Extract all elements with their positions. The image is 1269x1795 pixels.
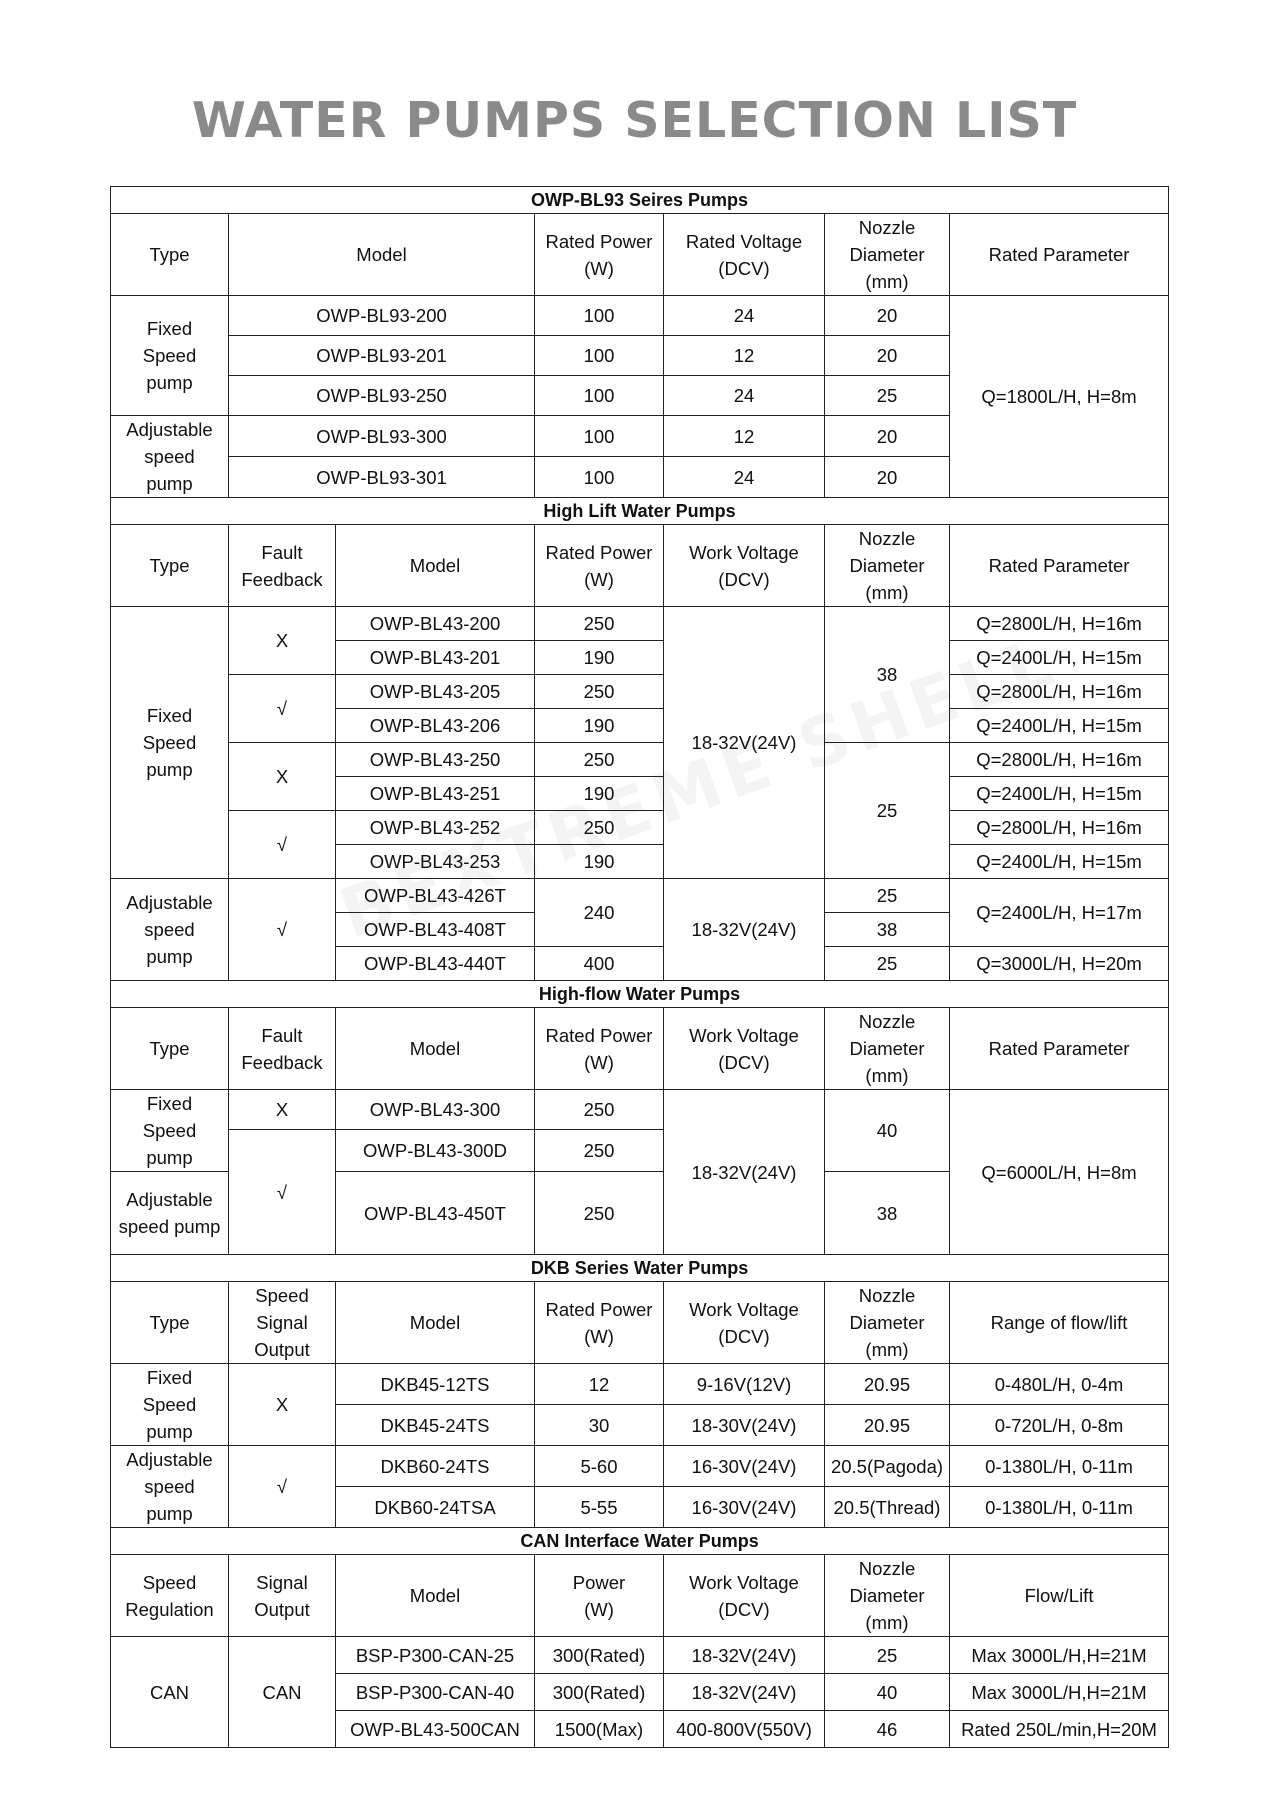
- header-rated-power: Rated Power (W): [535, 214, 664, 296]
- parameter-cell: Q=2400L/H, H=17m: [950, 879, 1169, 947]
- type-cell: Adjustable speed pump: [111, 879, 229, 981]
- header-speed-signal-output: Speed Signal Output: [229, 1282, 336, 1364]
- table-row: [111, 1637, 1169, 1674]
- power-cell: 300(Rated): [535, 1674, 664, 1711]
- header-nozzle-diameter: Nozzle Diameter (mm): [825, 1008, 950, 1090]
- header-nozzle-diameter: Nozzle Diameter (mm): [825, 525, 950, 607]
- type-cell: Fixed Speed pump: [111, 1090, 229, 1172]
- power-cell: 100: [535, 336, 664, 376]
- model-cell: OWP-BL93-200: [229, 296, 535, 336]
- power-cell: 190: [535, 641, 664, 675]
- table-row: [111, 1364, 1169, 1405]
- parameter-cell: Q=1800L/H, H=8m: [950, 296, 1169, 498]
- parameter-cell: Q=2800L/H, H=16m: [950, 675, 1169, 709]
- model-cell: OWP-BL43-408T: [336, 913, 535, 947]
- header-rated-power: Rated Power (W): [535, 1282, 664, 1364]
- model-cell: BSP-P300-CAN-40: [336, 1674, 535, 1711]
- nozzle-cell: 20: [825, 336, 950, 376]
- header-power: Power (W): [535, 1555, 664, 1637]
- parameter-cell: 0-720L/H, 0-8m: [950, 1405, 1169, 1446]
- power-cell: 5-55: [535, 1487, 664, 1528]
- page-title: WATER PUMPS SELECTION LIST: [191, 92, 1078, 149]
- header-type: Type: [111, 1282, 229, 1364]
- model-cell: OWP-BL93-300: [229, 416, 535, 457]
- fault-cell: X: [229, 607, 336, 675]
- model-cell: OWP-BL43-201: [336, 641, 535, 675]
- table-row: [111, 296, 1169, 336]
- model-cell: OWP-BL43-426T: [336, 879, 535, 913]
- type-cell: Fixed Speed pump: [111, 296, 229, 416]
- voltage-cell: 24: [664, 457, 825, 498]
- model-cell: OWP-BL43-250: [336, 743, 535, 777]
- model-cell: DKB60-24TS: [336, 1446, 535, 1487]
- model-cell: BSP-P300-CAN-25: [336, 1637, 535, 1674]
- header-rated-parameter: Rated Parameter: [950, 1008, 1169, 1090]
- table-row: [111, 879, 1169, 913]
- signal-cell: X: [229, 1364, 336, 1446]
- nozzle-cell: 20: [825, 296, 950, 336]
- model-cell: DKB45-12TS: [336, 1364, 535, 1405]
- nozzle-cell: 25: [825, 1637, 950, 1674]
- parameter-cell: Max 3000L/H,H=21M: [950, 1674, 1169, 1711]
- header-rated-voltage: Rated Voltage (DCV): [664, 214, 825, 296]
- header-rated-power: Rated Power (W): [535, 525, 664, 607]
- model-cell: OWP-BL43-200: [336, 607, 535, 641]
- fault-cell: √: [229, 811, 336, 879]
- table-row: [111, 743, 1169, 777]
- type-cell: Adjustable speed pump: [111, 1172, 229, 1255]
- section-title-high-lift: High Lift Water Pumps: [111, 498, 1169, 525]
- header-model: Model: [336, 1282, 535, 1364]
- power-cell: 190: [535, 709, 664, 743]
- parameter-cell: 0-1380L/H, 0-11m: [950, 1487, 1169, 1528]
- voltage-cell: 16-30V(24V): [664, 1446, 825, 1487]
- parameter-cell: Q=2400L/H, H=15m: [950, 777, 1169, 811]
- header-model: Model: [336, 1008, 535, 1090]
- header-rated-parameter: Rated Parameter: [950, 214, 1169, 296]
- table-row: [111, 607, 1169, 641]
- model-cell: OWP-BL43-205: [336, 675, 535, 709]
- header-fault-feedback: Fault Feedback: [229, 1008, 336, 1090]
- voltage-cell: 12: [664, 336, 825, 376]
- model-cell: OWP-BL93-201: [229, 336, 535, 376]
- model-cell: OWP-BL43-500CAN: [336, 1711, 535, 1748]
- parameter-cell: Q=3000L/H, H=20m: [950, 947, 1169, 981]
- voltage-cell: 18-30V(24V): [664, 1405, 825, 1446]
- power-cell: 250: [535, 1172, 664, 1255]
- voltage-cell: 400-800V(550V): [664, 1711, 825, 1748]
- power-cell: 250: [535, 811, 664, 845]
- nozzle-cell: 38: [825, 607, 950, 743]
- power-cell: 190: [535, 845, 664, 879]
- header-rated-parameter: Rated Parameter: [950, 525, 1169, 607]
- model-cell: OWP-BL93-250: [229, 376, 535, 416]
- voltage-cell: 18-32V(24V): [664, 1090, 825, 1255]
- fault-cell: X: [229, 743, 336, 811]
- nozzle-cell: 20.95: [825, 1364, 950, 1405]
- voltage-cell: 18-32V(24V): [664, 1674, 825, 1711]
- nozzle-cell: 20.95: [825, 1405, 950, 1446]
- voltage-cell: 16-30V(24V): [664, 1487, 825, 1528]
- signal-cell: √: [229, 1446, 336, 1528]
- parameter-cell: 0-1380L/H, 0-11m: [950, 1446, 1169, 1487]
- parameter-cell: Rated 250L/min,H=20M: [950, 1711, 1169, 1748]
- section-title-high-flow: High-flow Water Pumps: [111, 981, 1169, 1008]
- header-work-voltage: Work Voltage (DCV): [664, 525, 825, 607]
- model-cell: DKB60-24TSA: [336, 1487, 535, 1528]
- power-cell: 250: [535, 675, 664, 709]
- model-cell: OWP-BL43-206: [336, 709, 535, 743]
- model-cell: OWP-BL43-300D: [336, 1130, 535, 1172]
- parameter-cell: Q=2400L/H, H=15m: [950, 845, 1169, 879]
- power-cell: 5-60: [535, 1446, 664, 1487]
- power-cell: 400: [535, 947, 664, 981]
- header-rated-power: Rated Power (W): [535, 1008, 664, 1090]
- model-cell: OWP-BL43-251: [336, 777, 535, 811]
- model-cell: OWP-BL43-300: [336, 1090, 535, 1130]
- nozzle-cell: 38: [825, 913, 950, 947]
- header-work-voltage: Work Voltage (DCV): [664, 1008, 825, 1090]
- header-flow-lift: Flow/Lift: [950, 1555, 1169, 1637]
- voltage-cell: 18-32V(24V): [664, 1637, 825, 1674]
- type-cell: Fixed Speed pump: [111, 607, 229, 879]
- power-cell: 250: [535, 607, 664, 641]
- header-work-voltage: Work Voltage (DCV): [664, 1555, 825, 1637]
- voltage-cell: 18-32V(24V): [664, 879, 825, 981]
- parameter-cell: Q=2800L/H, H=16m: [950, 743, 1169, 777]
- power-cell: 100: [535, 457, 664, 498]
- header-nozzle-diameter: Nozzle Diameter (mm): [825, 1282, 950, 1364]
- section-title-can: CAN Interface Water Pumps: [111, 1528, 1169, 1555]
- section-title-bl93: OWP-BL93 Seires Pumps: [111, 187, 1169, 214]
- header-speed-regulation: Speed Regulation: [111, 1555, 229, 1637]
- power-cell: 240: [535, 879, 664, 947]
- power-cell: 100: [535, 376, 664, 416]
- nozzle-cell: 25: [825, 947, 950, 981]
- power-cell: 250: [535, 1090, 664, 1130]
- nozzle-cell: 46: [825, 1711, 950, 1748]
- nozzle-cell: 20: [825, 416, 950, 457]
- nozzle-cell: 25: [825, 743, 950, 879]
- parameter-cell: Q=6000L/H, H=8m: [950, 1090, 1169, 1255]
- header-range-flow-lift: Range of flow/lift: [950, 1282, 1169, 1364]
- power-cell: 190: [535, 777, 664, 811]
- header-work-voltage: Work Voltage (DCV): [664, 1282, 825, 1364]
- nozzle-cell: 25: [825, 376, 950, 416]
- voltage-cell: 24: [664, 376, 825, 416]
- header-nozzle-diameter: Nozzle Diameter (mm): [825, 1555, 950, 1637]
- voltage-cell: 18-32V(24V): [664, 607, 825, 879]
- section-title-dkb: DKB Series Water Pumps: [111, 1255, 1169, 1282]
- type-cell: Adjustable speed pump: [111, 416, 229, 498]
- fault-cell: √: [229, 675, 336, 743]
- header-type: Type: [111, 1008, 229, 1090]
- parameter-cell: Max 3000L/H,H=21M: [950, 1637, 1169, 1674]
- model-cell: DKB45-24TS: [336, 1405, 535, 1446]
- power-cell: 12: [535, 1364, 664, 1405]
- nozzle-cell: 20.5(Pagoda): [825, 1446, 950, 1487]
- power-cell: 30: [535, 1405, 664, 1446]
- nozzle-cell: 40: [825, 1090, 950, 1172]
- nozzle-cell: 20: [825, 457, 950, 498]
- pump-selection-table: [110, 186, 1169, 1748]
- power-cell: 1500(Max): [535, 1711, 664, 1748]
- signal-cell: CAN: [229, 1637, 336, 1748]
- model-cell: OWP-BL43-252: [336, 811, 535, 845]
- parameter-cell: 0-480L/H, 0-4m: [950, 1364, 1169, 1405]
- voltage-cell: 12: [664, 416, 825, 457]
- model-cell: OWP-BL43-440T: [336, 947, 535, 981]
- parameter-cell: Q=2800L/H, H=16m: [950, 607, 1169, 641]
- regulation-cell: CAN: [111, 1637, 229, 1748]
- power-cell: 250: [535, 1130, 664, 1172]
- voltage-cell: 9-16V(12V): [664, 1364, 825, 1405]
- model-cell: OWP-BL43-253: [336, 845, 535, 879]
- type-cell: Adjustable speed pump: [111, 1446, 229, 1528]
- nozzle-cell: 38: [825, 1172, 950, 1255]
- parameter-cell: Q=2400L/H, H=15m: [950, 641, 1169, 675]
- parameter-cell: Q=2400L/H, H=15m: [950, 709, 1169, 743]
- nozzle-cell: 25: [825, 879, 950, 913]
- header-type: Type: [111, 214, 229, 296]
- voltage-cell: 24: [664, 296, 825, 336]
- power-cell: 300(Rated): [535, 1637, 664, 1674]
- fault-cell: √: [229, 1130, 336, 1255]
- nozzle-cell: 20.5(Thread): [825, 1487, 950, 1528]
- power-cell: 100: [535, 296, 664, 336]
- table-row: [111, 675, 1169, 709]
- type-cell: Fixed Speed pump: [111, 1364, 229, 1446]
- table-row: [111, 1446, 1169, 1487]
- header-model: Model: [336, 1555, 535, 1637]
- header-fault-feedback: Fault Feedback: [229, 525, 336, 607]
- header-model: Model: [336, 525, 535, 607]
- header-type: Type: [111, 525, 229, 607]
- table-row: [111, 1090, 1169, 1130]
- fault-cell: X: [229, 1090, 336, 1130]
- parameter-cell: Q=2800L/H, H=16m: [950, 811, 1169, 845]
- header-nozzle-diameter: Nozzle Diameter (mm): [825, 214, 950, 296]
- header-model: Model: [229, 214, 535, 296]
- fault-cell: √: [229, 879, 336, 981]
- nozzle-cell: 40: [825, 1674, 950, 1711]
- header-signal-output: Signal Output: [229, 1555, 336, 1637]
- model-cell: OWP-BL93-301: [229, 457, 535, 498]
- power-cell: 100: [535, 416, 664, 457]
- table-row: [111, 811, 1169, 845]
- model-cell: OWP-BL43-450T: [336, 1172, 535, 1255]
- power-cell: 250: [535, 743, 664, 777]
